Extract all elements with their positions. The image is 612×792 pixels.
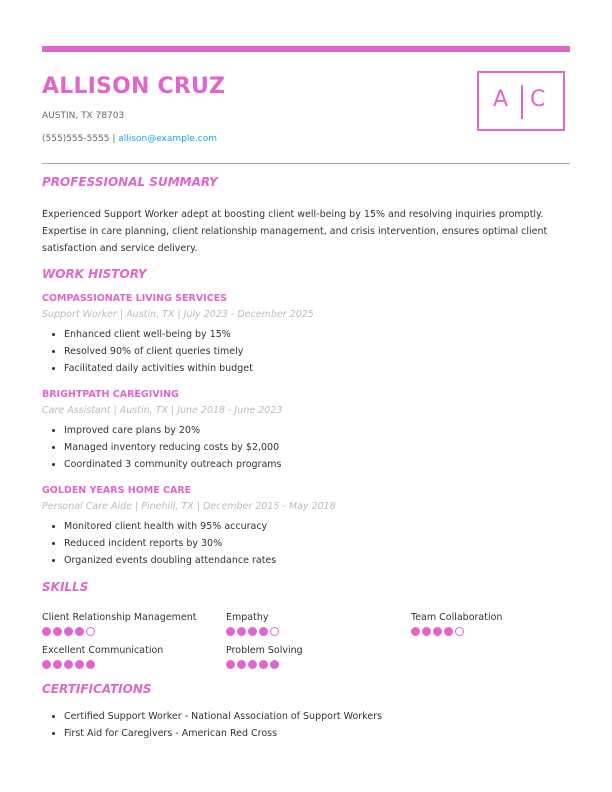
skill-name: Empathy <box>226 612 269 623</box>
job-bullets <box>42 326 562 377</box>
job-entry <box>42 485 562 569</box>
rating-dot-filled <box>64 627 73 636</box>
rating-dot-filled <box>75 660 84 669</box>
rating-dot-empty <box>270 627 279 636</box>
summary-text: Experienced Support Worker adept at boosting client well-being by 15% and resolving inquiries promptly. Expertise in care planning, client relationship management, and crisis intervention, ensures optimal client satisfaction and service delivery. <box>42 209 548 254</box>
bullet: • Managed inventory reducing costs by $2,000 <box>64 439 562 456</box>
job-bullets <box>42 518 562 569</box>
section-title-certifications: CERTIFICATIONS <box>42 682 152 696</box>
rating-dot-filled <box>433 627 442 636</box>
rating-dot-filled <box>248 660 257 669</box>
company-name: BRIGHTPATH CAREGIVING <box>42 389 179 400</box>
rating-dot-filled <box>86 660 95 669</box>
certification-item: • First Aid for Caregivers - American Red Cross <box>64 725 562 742</box>
skill-item <box>42 612 196 636</box>
rating-dot-filled <box>226 627 235 636</box>
rating-dot-filled <box>444 627 453 636</box>
skill-item <box>226 645 303 669</box>
candidate-name: ALLISON CRUZ <box>42 74 226 99</box>
rating-dot-filled <box>53 627 62 636</box>
skill-rating <box>411 627 502 636</box>
rating-dot-filled <box>237 627 246 636</box>
rating-dot-filled <box>237 660 246 669</box>
monogram <box>477 71 565 131</box>
rating-dot-filled <box>411 627 420 636</box>
skill-item <box>411 612 502 636</box>
skill-rating <box>226 627 279 636</box>
skill-rating <box>226 660 303 669</box>
skill-name: Problem Solving <box>226 645 303 656</box>
contact-line <box>42 134 217 144</box>
rating-dot-filled <box>42 660 51 669</box>
bullet: • Resolved 90% of client queries timely <box>64 343 562 360</box>
monogram-last: C <box>530 87 546 112</box>
bullet: • Facilitated daily activities within budget <box>64 360 562 377</box>
bullet: • Coordinated 3 community outreach programs <box>64 456 562 473</box>
rating-dot-filled <box>64 660 73 669</box>
skill-name: Client Relationship Management <box>42 612 197 623</box>
rating-dot-empty <box>86 627 95 636</box>
job-meta: Support Worker | Austin, TX | July 2023 - December 2025 <box>42 309 314 320</box>
header-divider <box>42 163 570 164</box>
skill-rating <box>42 660 163 669</box>
bullet: • Reduced incident reports by 30% <box>64 535 562 552</box>
skill-rating <box>42 627 196 636</box>
top-accent-bar <box>42 46 570 52</box>
rating-dot-filled <box>53 660 62 669</box>
rating-dot-filled <box>42 627 51 636</box>
job-entry <box>42 293 562 377</box>
skill-item <box>42 645 163 669</box>
job-meta: Personal Care Aide | Pinehill, TX | December 2015 - May 2018 <box>42 501 336 512</box>
skill-item <box>226 612 279 636</box>
phone: (555)555-5555 <box>42 134 110 144</box>
certifications-list <box>42 708 562 742</box>
certification-item: • Certified Support Worker - National Association of Support Workers <box>64 708 562 725</box>
section-title-summary: PROFESSIONAL SUMMARY <box>42 175 218 189</box>
rating-dot-filled <box>226 660 235 669</box>
skill-name: Excellent Communication <box>42 645 164 656</box>
separator: | <box>109 134 119 144</box>
address: AUSTIN, TX 78703 <box>42 111 125 121</box>
monogram-divider <box>521 85 523 119</box>
rating-dot-filled <box>75 627 84 636</box>
job-bullets <box>42 422 562 473</box>
skill-name: Team Collaboration <box>411 612 503 623</box>
company-name: COMPASSIONATE LIVING SERVICES <box>42 293 228 304</box>
rating-dot-filled <box>259 627 268 636</box>
rating-dot-filled <box>270 660 279 669</box>
job-meta: Care Assistant | Austin, TX | June 2018 - June 2023 <box>42 405 283 416</box>
bullet: • Improved care plans by 20% <box>64 422 562 439</box>
rating-dot-filled <box>259 660 268 669</box>
bullet: • Enhanced client well-being by 15% <box>64 326 562 343</box>
email-link[interactable]: allison@example.com <box>118 134 218 144</box>
section-title-skills: SKILLS <box>42 580 89 594</box>
job-entry <box>42 389 562 473</box>
monogram-first: A <box>493 87 509 112</box>
rating-dot-filled <box>422 627 431 636</box>
company-name: GOLDEN YEARS HOME CARE <box>42 485 192 496</box>
rating-dot-filled <box>248 627 257 636</box>
bullet: • Monitored client health with 95% accuracy <box>64 518 562 535</box>
section-title-work: WORK HISTORY <box>42 267 147 281</box>
bullet: • Organized events doubling attendance rates <box>64 552 562 569</box>
rating-dot-empty <box>455 627 464 636</box>
